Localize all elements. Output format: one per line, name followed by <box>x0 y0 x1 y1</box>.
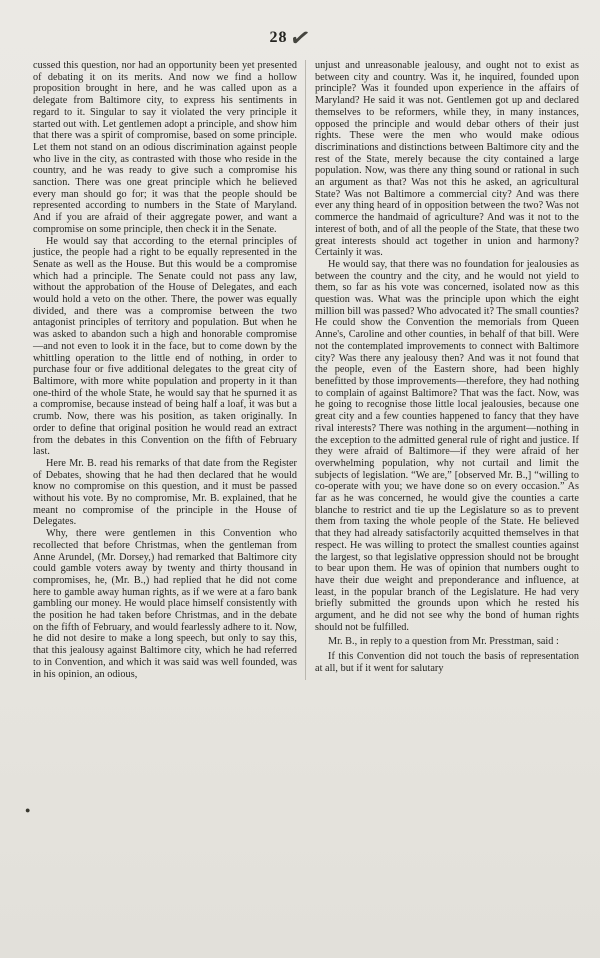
page-number: 28 <box>269 29 288 46</box>
handwritten-checkmark: ✓ <box>287 24 313 54</box>
paragraph: Here Mr. B. read his remarks of that date from the Register of Debates, showing that he had then declared that he would know no compromise on this question, and it must be passed without his vote. By no compromise, Mr. B. explained, that he meant no compromise of the principle in the House of Delegates. <box>33 457 297 528</box>
paragraph: He would say, that there was no foundation for jealousies as between the country and the city, and he would not yield to them, so far as his vote was concerned, isolated now as this question was. What was the principle upon which the eight million bill was passed? Who advocated it? The small counties? He could show the Convention the memorials from Queen Anne's, Caroline and other counties, in behalf of that bill. Were not the contemplated improvements to connect with Baltimore city? Was there any jealousy then? And was it not found that the people, even of the Eastern shore, had been highly benefitted by those improvements—therefore, they had nothing to complain of against Baltimore? That was the fact. Now, was he going to recognise those little local jealousies, because one great city and a few counties happened to fancy that they have rival interests? There was nothing in the argument—nothing in the exception to the admitted general rule of right and justice. If they were afraid of Baltimore—if they were afraid of her overwhelming population, why not curtail and limit the subjects of legislation. “We are,” [observed Mr. B.,] “willing to co-operate with you; we have done so on every occasion.” As far as he was concerned, he would give the counties a carte blanche to restrict and tie up the Legislature so as to prevent them from taxing the whole people of the State. He believed that they had already satisfactorily acquitted themselves in that respect. He was willing to protect the smallest counties against the largest, so that legislative oppression should not be brought to bear upon them. He was of opinion that numbers ought to have their due weight and preponderance and influence, at least, in the popular branch of the Legislature. He had very briefly submitted the grounds upon which he rested his argument, and he did not see why the bond of human rights should not be fulfilled. <box>315 258 579 633</box>
paragraph: He would say that according to the eternal principles of justice, the people had a right to be equally represented in the Senate as well as the House. But this would be a compromise which had a principle. The Senate could not pass any law, without the approbation of the House of Delegates, and each would hold a veto on the other. There, the power was equally divided, and there was a compromise between the two antagonist principles of territory and population. But when he was asked to abandon such a high and honorable compromise—and not even to look it in the face, but to come down by the whittling operation to the little end of nothing, in order to purchase four or five additional delegates to the great city of Baltimore, with more white population and property in it than one-third of the whole State, he would say that he spurned it as a compromise, because instead of being half a loaf, it was but a crumb. Now, there was his position, as taken originally. In order to define that original position he would read an extract from the debates in this Convention on the fifth of February last. <box>33 235 297 458</box>
right-column <box>306 60 579 680</box>
paragraph: Why, there were gentlemen in this Convention who recollected that before Christmas, when the gentleman from Anne Arundel, (Mr. Dorsey,) had remarked that Baltimore city could gamble voters away by twenty and thirty thousand in compromises, he, (Mr. B.,) had replied that he did not come here to gamble away human rights, as if we were at a faro bank gambling our money. He would place himself consistently with the position he had taken before Christmas, and in the debate on the fifth of February, and would fearlessly adhere to it. Now, he did not desire to make a long speech, but only to say this, that this jealousy against Baltimore city, which he had referred to in Convention, and which it was said was well founded, was in his opinion, an odious, <box>33 528 297 680</box>
paragraph-speaker-reply: Mr. B., in reply to a question from Mr. Presstman, said : <box>328 636 559 648</box>
text-columns <box>33 60 579 680</box>
page-header <box>0 24 590 53</box>
paragraph-continuation: cussed this question, nor had an opportunity been yet presented of debating it on its merits. And now we find a hollow proposition brought in here, and he was called upon as a delegate from Baltimore city, to express his sentiments in regard to it. Singular to say it violated the very principle it started out with. Let gentlemen adopt a principle, and show him that there was a spirit of compromise, based on some principle. Let them not stand on an odious discrimination against people who live in the city, as contrasted with those who reside in the country, and he was ready to give such a compromise his sanction. There was one great principle which he believed every man should go for; it was that the people should be represented according to numbers in the State of Maryland. And if you are afraid of their aggregate power, and want a compromise on some principle, then check it in the Senate. <box>33 60 297 235</box>
paragraph: If this Convention did not touch the basis of representation at all, but if it went for salutary <box>315 651 579 674</box>
left-column <box>33 60 306 680</box>
margin-mark: ● <box>25 805 31 815</box>
paragraph-continuation: unjust and unreasonable jealousy, and ought not to exist as between city and country. Was it, he inquired, founded upon principle? Was it founded upon experience in the affairs of Maryland? He said it was not. Gentlemen got up and declared themselves to be reformers, while they, in many instances, opposed the principle and would debar others of their just rights. These were the men who would make odious discriminations and distinctions between Baltimore city and the rest of the State, merely because the city contained a large population. Now, was there any thing sound or rational in such an argument as that? Was not this he asked, an agricultural State? Was not Baltimore a commercial city? And was there ever any thing heard of in opposition between the two? Was not commerce the handmaid of agriculture? And was it not to the interest of both, and of all the people of the State, that these two great interests should act together in union and harmony? Certainly it was. <box>315 60 579 259</box>
